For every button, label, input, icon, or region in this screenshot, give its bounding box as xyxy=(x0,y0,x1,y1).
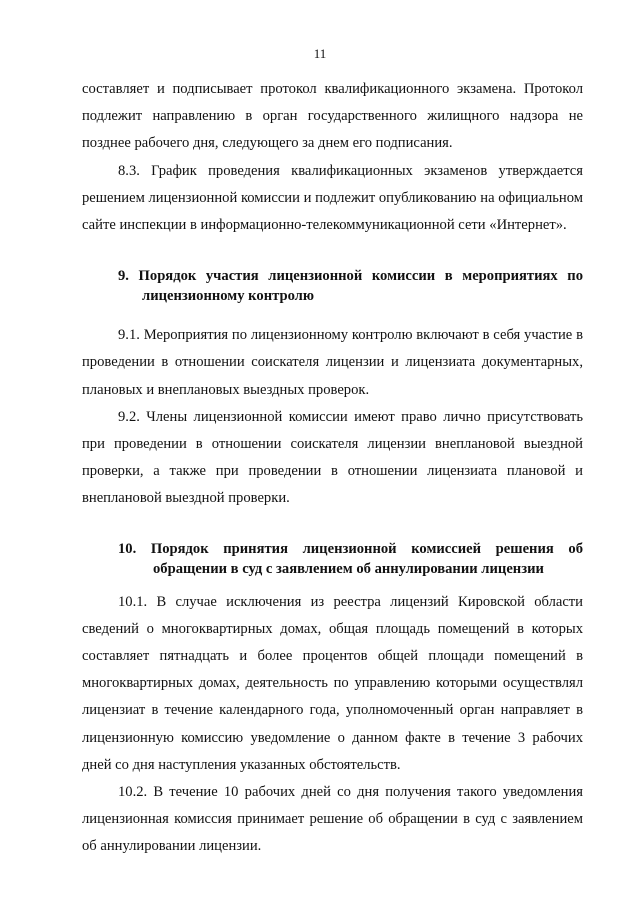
paragraph-8-3: 8.3. График проведения квалификационных экзаменов утверждается решением лицензионной комиссии и подлежит опубликованию на официальном сайте инспекции в информационно-телекоммуникационной сети «Интернет». xyxy=(82,162,583,234)
section-heading-10-line-2: обращении в суд с заявлением об аннулировании лицензии xyxy=(153,560,544,577)
document-body xyxy=(82,76,583,861)
paragraph-protocol: составляет и подписывает протокол квалификационного экзамена. Протокол подлежит направлению в орган государственного жилищного надзора не позднее рабочего дня, следующего за днем его подписания. xyxy=(82,81,583,152)
section-heading-9-line-1: 9. Порядок участия лицензионной комиссии в мероприятиях по xyxy=(118,268,583,285)
page-number: 11 xyxy=(313,46,327,61)
paragraph-9-1: 9.1. Мероприятия по лицензионному контролю включают в себя участие в проведении в отношении соискателя лицензии и лицензиата документарных, плановых и внеплановых выездных проверок. xyxy=(82,327,583,398)
section-heading-9-line-2: лицензионному контролю xyxy=(142,288,315,305)
paragraph-9-2: 9.2. Члены лицензионной комиссии имеют право лично присутствовать при проведении в отношении соискателя лицензии внеплановой выездной проверки, а также при проведении в отношении лицензиата плановой и внеплановой выездной проверки. xyxy=(82,408,583,507)
section-heading-9 xyxy=(82,266,583,306)
paragraph-10-1: 10.1. В случае исключения из реестра лицензий Кировской области сведений о многоквартирных домах, общая площадь помещений в которых составляет пятнадцать и более процентов общей площади помещений в многоквартирных домах, деятельность по управлению которыми осуществлял лицензиат в течение календарного года, уполномоченный орган направляет в лицензионную комиссию уведомление о данном факте в течение 3 рабочих дней со дня наступления указанных обстоятельств. xyxy=(82,593,583,773)
section-heading-10-line-1: 10. Порядок принятия лицензионной комиссией решения об xyxy=(118,540,583,557)
paragraph-10-2: 10.2. В течение 10 рабочих дней со дня получения такого уведомления лицензионная комиссия принимает решение об обращении в суд с заявлением об аннулировании лицензии. xyxy=(82,784,583,855)
section-heading-10 xyxy=(82,539,583,579)
